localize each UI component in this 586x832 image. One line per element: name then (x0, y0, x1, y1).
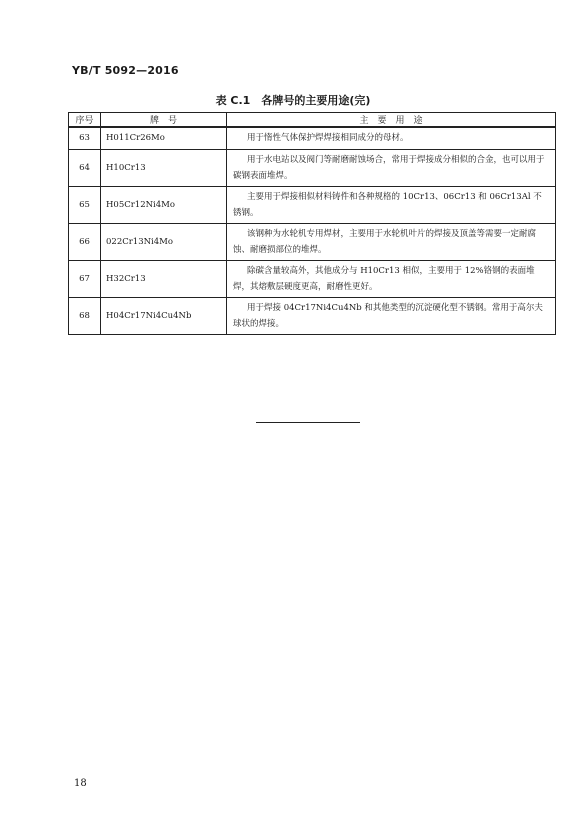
row-no: 68 (69, 297, 101, 334)
row-no: 63 (69, 127, 101, 149)
row-grade: H32Cr13 (101, 260, 227, 297)
row-use: 用于水电站以及阀门等耐磨耐蚀场合，常用于焊接成分相似的合金，也可以用于碳钢表面堆焊。 (227, 149, 556, 186)
table-row (69, 186, 556, 223)
row-grade: H011Cr26Mo (101, 127, 227, 149)
table-row (69, 260, 556, 297)
row-use: 用于惰性气体保护焊焊接相同成分的母材。 (227, 127, 556, 149)
row-use: 该钢种为水轮机专用焊材，主要用于水轮机叶片的焊接及顶盖等需要一定耐腐蚀、耐磨损部位的堆焊。 (227, 223, 556, 260)
row-no: 66 (69, 223, 101, 260)
column-header-no: 序号 (69, 113, 101, 128)
column-header-grade: 牌 号 (101, 113, 227, 128)
row-use: 主要用于焊接相似材料铸件和各种规格的 10Cr13、06Cr13 和 06Cr13Al 不锈钢。 (227, 186, 556, 223)
row-use: 除碳含量较高外，其他成分与 H10Cr13 相似，主要用于 12%铬钢的表面堆焊，其熔敷层硬度更高，耐磨性更好。 (227, 260, 556, 297)
row-grade: H05Cr12Ni4Mo (101, 186, 227, 223)
table-row (69, 223, 556, 260)
row-grade: H04Cr17Ni4Cu4Nb (101, 297, 227, 334)
row-grade: 022Cr13Ni4Mo (101, 223, 227, 260)
table-title: 表 C.1 各牌号的主要用途(完) (215, 94, 371, 107)
row-no: 65 (69, 186, 101, 223)
row-grade: H10Cr13 (101, 149, 227, 186)
standard-code: YB/T 5092—2016 (72, 64, 179, 77)
table-row (69, 127, 556, 149)
table-header-row (69, 113, 556, 128)
usage-table (68, 112, 556, 335)
column-header-use: 主 要 用 途 (227, 113, 556, 128)
row-no: 64 (69, 149, 101, 186)
table-row (69, 297, 556, 334)
end-of-document-rule (256, 422, 360, 423)
row-no: 67 (69, 260, 101, 297)
table-row (69, 149, 556, 186)
page-number: 18 (74, 778, 87, 789)
row-use: 用于焊接 04Cr17Ni4Cu4Nb 和其他类型的沉淀硬化型不锈钢。常用于高尔夫球状的焊接。 (227, 297, 556, 334)
